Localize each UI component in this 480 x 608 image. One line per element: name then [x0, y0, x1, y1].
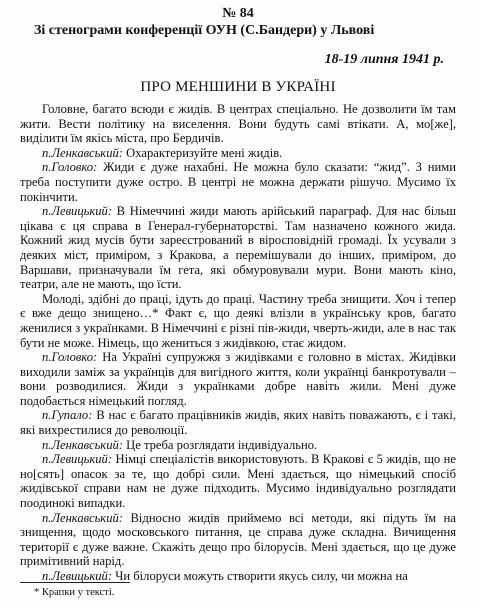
- paragraph: [20, 204, 456, 292]
- section-heading: ПРО МЕНШИНИ В УКРАЇНІ: [140, 79, 336, 95]
- paragraph-text: В нас є багато працівників жидів, яких навіть поважають, є і такі, які вихрестилися до революції.: [20, 408, 456, 438]
- document-title: Зі стенограми конференції ОУН (С.Бандери) у Львові: [34, 23, 375, 38]
- paragraph-text: Молоді, здібні до праці, ідуть до праці. Частину треба знищити. Хоч і тепер є вже дещо знищено…* Факт є, що деякі влізли в українську кров, багато женилися з українками. В Німеччині є різні пів-жиди, чверть-жиди, але в нас так бути не може. Німець, що жениться з жидівкою, стає жидом.: [20, 291, 456, 350]
- speaker-name: п.Гупало:: [42, 408, 93, 423]
- paragraph: [20, 160, 456, 204]
- footnote: * Крапки у тексті.: [34, 587, 115, 598]
- paragraph: [20, 146, 456, 161]
- paragraph-text: Охарактеризуйте мені жидів.: [123, 145, 283, 160]
- paragraph: [20, 438, 456, 453]
- paragraph-text: На Україні супружжя з жидівками є головно в містах. Жидівки виходили заміж за українців для вигідного життя, коли українці банкротували – вони розводилися. Жиди з українками добре навіть жили. Мені дуже подобається німецький погляд.: [20, 350, 456, 408]
- speaker-name: п.Головко:: [42, 350, 98, 365]
- paragraph: [20, 408, 456, 437]
- speaker-name: п.Ленкавський:: [42, 145, 123, 160]
- paragraph: [20, 511, 456, 569]
- paragraph: [20, 292, 456, 350]
- paragraph-text: Головне, багато всюди є жидів. В центрах спеціально. Не дозволити їм там жити. Вести політику на виселення. Вони будуть самі втікати. А, мо[же], виділити їм якісь міста, про Бердичів.: [20, 102, 456, 146]
- paragraph-text: Це треба розглядати індивідуально.: [123, 437, 318, 452]
- paragraph: [20, 102, 456, 146]
- speaker-name: п.Ленкавський:: [42, 437, 123, 452]
- document-number: № 84: [222, 6, 254, 21]
- paragraph-text: Відносно жидів приймемо всі методи, які підуть їм на знищення, щодо московського питання, це справа дуже складна. Вичищення території є дуже важне. Скажіть дещо про білорусів. Мені здається, що це дуже примітивний нарід.: [20, 510, 456, 569]
- speaker-name: п.Головко:: [42, 160, 98, 175]
- paragraph: [20, 452, 456, 510]
- speaker-name: п.Ленкавський:: [42, 510, 123, 525]
- speaker-name: п.Левицький:: [42, 569, 113, 583]
- document-date: 18-19 липня 1941 р.: [324, 52, 444, 67]
- paragraph-text: Чи білоруси можуть створити якусь силу, чи можна на: [112, 569, 408, 583]
- speaker-name: п.Левицький:: [42, 204, 113, 219]
- paragraph-text: Жиди є дуже нахабні. Не можна було сказати: “жид”. З ними треба поступити дуже остро. В центрі не можна держати рішучо. Мусимо їх покінчити.: [20, 160, 456, 204]
- speaker-name: п.Левицький:: [42, 452, 113, 467]
- document-body: [20, 102, 456, 584]
- paragraph-text: В Німеччині жиди мають арійський параграф. Для нас більш цікава є ця справа в Генерал-губернаторстві. Там назначено кожного жида. Кожний жид мусів бути зареєстрований в віросповідній громаді. Їх усували з деяких міст, приміром, з Кракова, а перемішували до інших, приміром, до Варшави, призначували їм гета, які обмуровували мури. Вони мають кіно, театри, але не мають, що їсти.: [20, 204, 456, 292]
- paragraph: [20, 350, 456, 408]
- paragraph-text: Німці спеціалістів використовують. В Кракові є 5 жидів, що не но[сять] опасок за те, що добрі сили. Мені здається, що німецький спосіб жидівської справи нам не дуже підходить. Мусимо індивідуально розглядати поодинокі випадки.: [20, 452, 456, 511]
- footnote-divider: [20, 582, 130, 583]
